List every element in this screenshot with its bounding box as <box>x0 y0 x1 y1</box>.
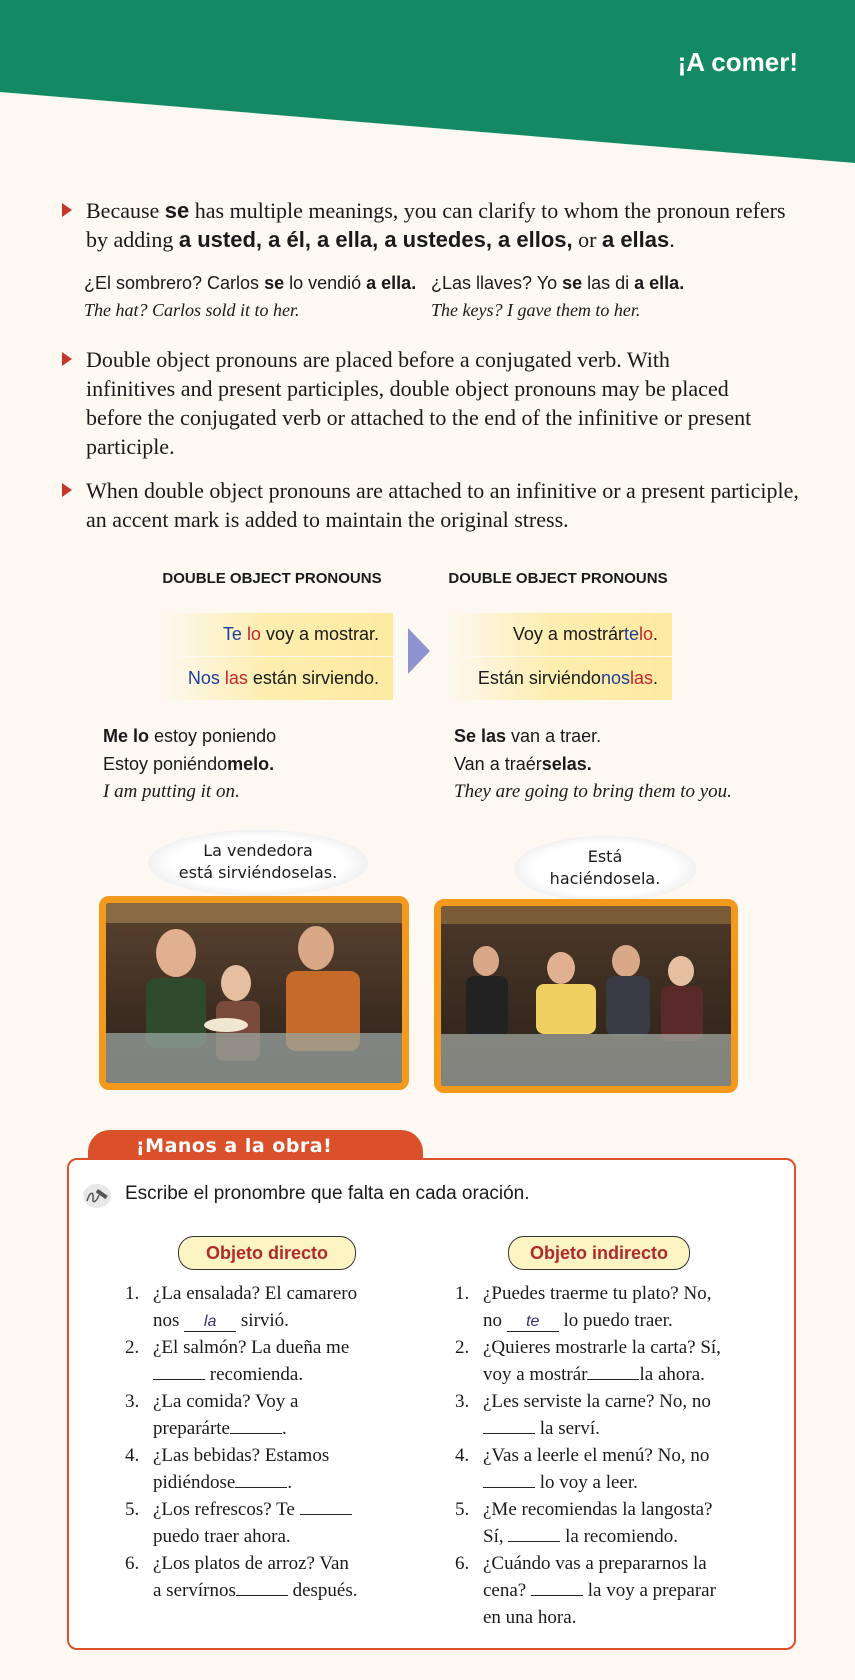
item-line: Sí, la recomiendo. <box>483 1523 775 1550</box>
bullet-text <box>86 196 802 254</box>
item-line: puedo traer ahora. <box>153 1526 291 1547</box>
item-number: 4. <box>455 1445 470 1466</box>
text-segment: estoy poniendo <box>149 726 277 746</box>
text-segment: Voy a mostrár <box>512 624 624 644</box>
example-english: They are going to bring them to you. <box>454 781 732 802</box>
example-left <box>84 270 416 324</box>
arrow-right-icon <box>408 628 430 674</box>
bullet-triangle-icon <box>62 352 72 366</box>
answer-blank: la <box>184 1313 236 1332</box>
text-segment: . <box>652 668 658 688</box>
exercise-item <box>125 1442 425 1496</box>
text-segment: or <box>572 227 602 252</box>
bullet-text: Double object pronouns are placed before a conjugated verb. With infinitives and present participles, double object pronouns may be placed before the conjugated verb or attached to the end of the infinitive or present participle. <box>86 347 752 459</box>
text-segment: las di <box>582 273 635 293</box>
example-english: The keys? I gave them to her. <box>431 300 641 320</box>
bubble-line: Está <box>587 847 623 866</box>
bold-term: selas. <box>541 754 592 774</box>
item-number: 3. <box>455 1391 470 1412</box>
activity-tab: ¡Manos a la obra! <box>88 1130 423 1160</box>
header-band <box>0 0 855 170</box>
item-line: ¿Los platos de arroz? Van <box>153 1553 349 1574</box>
item-number: 5. <box>125 1499 140 1520</box>
bullet-triangle-icon <box>62 203 72 217</box>
answer-blank <box>508 1523 560 1542</box>
text-segment: Because <box>86 198 165 223</box>
item-line: cena? la voy a preparar <box>483 1577 775 1604</box>
example-right <box>431 270 684 324</box>
item-line: a servírnos después. <box>153 1577 425 1604</box>
bullet-se-clarify <box>62 196 802 254</box>
photo-market-left <box>99 896 409 1090</box>
example-spanish-line <box>454 750 732 778</box>
speech-bubble-right <box>514 836 696 902</box>
bold-term: a usted, a él, a ella, a ustedes, a ellos, <box>178 227 573 252</box>
exercise-item <box>125 1280 425 1334</box>
item-line: preparárte . <box>153 1415 425 1442</box>
example-spanish <box>431 270 684 297</box>
item-number: 1. <box>455 1283 470 1304</box>
text-segment: has multiple meanings, you can clarify to whom the pronoun refers by adding <box>86 198 786 252</box>
bold-term: a ella. <box>634 273 685 293</box>
answer-blank <box>236 1577 288 1596</box>
pronoun-red: lo <box>638 624 653 644</box>
example-english: The hat? Carlos sold it to her. <box>84 300 300 320</box>
example2-right <box>454 722 732 806</box>
bubble-line: La vendedora <box>203 841 313 860</box>
item-line: lo voy a leer. <box>483 1469 775 1496</box>
item-number: 5. <box>455 1499 470 1520</box>
column-title-indirect: Objeto indirecto <box>508 1236 690 1270</box>
item-line: ¿Vas a leerle el menú? No, no <box>483 1445 710 1466</box>
bold-term: Se las <box>454 726 507 746</box>
text-segment: . <box>652 624 658 644</box>
dop-row <box>447 613 672 657</box>
item-line: nos la sirvió. <box>153 1310 289 1331</box>
chapter-title: ¡A comer! <box>677 47 798 77</box>
item-number: 3. <box>125 1391 140 1412</box>
item-line: ¿La ensalada? El camarero <box>153 1283 358 1304</box>
exercise-item <box>125 1388 425 1442</box>
exercise-item <box>455 1280 775 1334</box>
bold-term: melo. <box>227 754 275 774</box>
text-segment: ¿Las llaves? Yo <box>431 273 563 293</box>
exercise-item <box>455 1496 775 1550</box>
example-spanish-line <box>103 722 276 750</box>
bubble-line: haciéndosela. <box>549 869 661 888</box>
example-spanish-line <box>454 722 732 750</box>
dop-box-left <box>160 613 393 700</box>
exercise-item <box>125 1496 425 1550</box>
item-line: pidiéndose . <box>153 1469 425 1496</box>
bullet-triangle-icon <box>62 483 72 497</box>
bold-term: a ella. <box>366 273 417 293</box>
pronoun-blue: te <box>623 624 639 644</box>
item-line: ¿El salmón? La dueña me <box>153 1337 350 1358</box>
bold-term: se <box>562 273 583 293</box>
item-line: ¿Los refrescos? Te <box>153 1496 425 1523</box>
text-segment: lo vendió <box>284 273 367 293</box>
dop-label-left: DOUBLE OBJECT PRONOUNS <box>162 570 382 587</box>
answer-blank <box>587 1361 639 1380</box>
exercise-item <box>455 1550 775 1631</box>
pronoun-blue: Te <box>222 624 242 644</box>
text-segment: ¿El sombrero? Carlos <box>84 273 265 293</box>
bold-term: se <box>264 273 285 293</box>
item-line: ¿Puedes traerme tu plato? No, <box>483 1283 712 1304</box>
bold-term: a ellas <box>601 227 670 252</box>
dop-row <box>160 613 393 657</box>
pronoun-red: las <box>224 668 248 688</box>
pronoun-red: las <box>629 668 653 688</box>
activity-instruction: Escribe el pronombre que falta en cada oración. <box>125 1183 530 1204</box>
item-line: voy a mostrár la ahora. <box>483 1361 775 1388</box>
item-line: ¿La comida? Voy a <box>153 1391 299 1412</box>
exercise-column-direct <box>125 1280 425 1604</box>
text-segment: . <box>669 227 675 252</box>
item-number: 1. <box>125 1283 140 1304</box>
example2-left <box>103 722 276 806</box>
item-number: 6. <box>125 1553 140 1574</box>
dop-row <box>447 657 672 700</box>
pencil-writing-icon <box>82 1183 112 1209</box>
answer-blank <box>300 1496 352 1515</box>
bullet-text: When double object pronouns are attached to an infinitive or a present participle, an accent mark is added to maintain the original stress. <box>86 478 799 532</box>
item-line: ¿Les serviste la carne? No, no <box>483 1391 711 1412</box>
bold-term: Me lo <box>103 726 150 746</box>
answer-blank <box>483 1469 535 1488</box>
item-line: no te lo puedo traer. <box>483 1310 673 1331</box>
answer-blank <box>230 1415 282 1434</box>
example-english: I am putting it on. <box>103 781 240 802</box>
item-line: recomienda. <box>153 1361 425 1388</box>
answer-blank <box>483 1415 535 1434</box>
bubble-line: está sirviéndoselas. <box>178 863 338 882</box>
dop-label-right: DOUBLE OBJECT PRONOUNS <box>448 570 668 587</box>
text-segment: Estoy poniéndo <box>103 754 228 774</box>
item-line: ¿Cuándo vas a prepararnos la <box>483 1553 707 1574</box>
text-segment: voy a mostrar. <box>260 624 379 644</box>
bold-term: se <box>164 198 190 223</box>
exercise-item <box>455 1334 775 1388</box>
exercise-item <box>125 1334 425 1388</box>
answer-blank: te <box>507 1313 559 1332</box>
bullet-accent <box>62 476 822 534</box>
item-line: ¿Quieres mostrarle la carta? Sí, <box>483 1337 721 1358</box>
item-number: 2. <box>455 1337 470 1358</box>
item-line: ¿Las bebidas? Estamos <box>153 1445 330 1466</box>
example-spanish-line <box>103 750 276 778</box>
pronoun-blue: nos <box>600 668 630 688</box>
pronoun-red: lo <box>246 624 261 644</box>
photo-market-right <box>434 899 738 1093</box>
item-number: 6. <box>455 1553 470 1574</box>
dop-row <box>160 657 393 700</box>
exercise-item <box>455 1388 775 1442</box>
bullet-placement <box>62 345 752 461</box>
exercise-item <box>125 1550 425 1604</box>
item-line: ¿Me recomiendas la langosta? <box>483 1499 713 1520</box>
answer-blank <box>153 1361 205 1380</box>
text-segment: Están sirviéndo <box>477 668 601 688</box>
example-spanish <box>84 270 416 297</box>
text-segment: van a traer. <box>506 726 602 746</box>
column-title-direct: Objeto directo <box>178 1236 356 1270</box>
answer-blank <box>235 1469 287 1488</box>
exercise-column-indirect <box>455 1280 775 1631</box>
pronoun-blue: Nos <box>187 668 220 688</box>
exercise-item <box>455 1442 775 1496</box>
text-segment: están sirviendo. <box>247 668 379 688</box>
item-number: 4. <box>125 1445 140 1466</box>
item-line: la serví. <box>483 1415 775 1442</box>
answer-blank <box>531 1577 583 1596</box>
text-segment: Van a traér <box>454 754 542 774</box>
speech-bubble-left <box>148 830 368 896</box>
item-number: 2. <box>125 1337 140 1358</box>
item-line: en una hora. <box>483 1607 577 1628</box>
dop-box-right <box>447 613 672 700</box>
